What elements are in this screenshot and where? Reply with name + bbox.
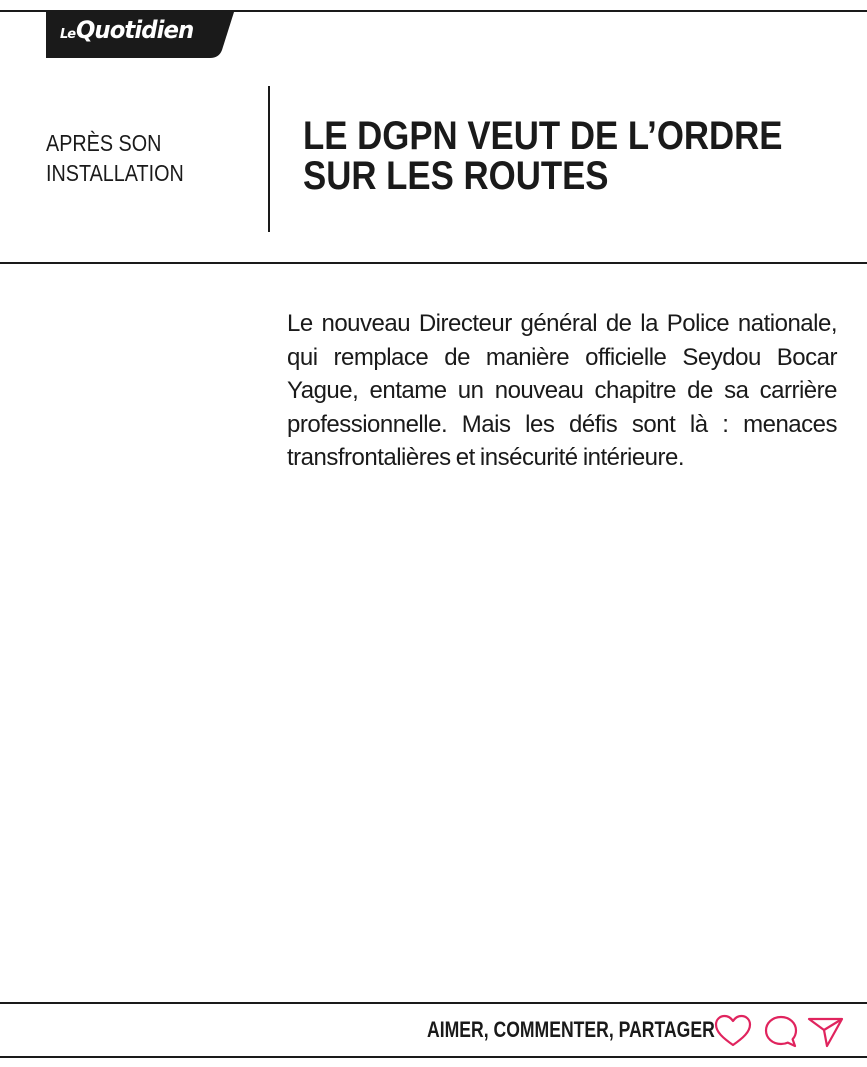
header-bottom-rule (0, 262, 867, 264)
kicker-line-2: INSTALLATION (46, 160, 184, 186)
logo-le: Le (60, 27, 76, 42)
logo-wordmark (60, 16, 200, 44)
footer-bottom-rule (0, 1056, 867, 1058)
call-to-action-text: AIMER, COMMENTER, PARTAGER (427, 1017, 715, 1042)
article-headline: LE DGPN VEUT DE L’ORDRE SUR LES ROUTES (303, 114, 783, 198)
share-icon[interactable] (806, 1012, 846, 1050)
article-kicker (46, 128, 227, 188)
logo-name: Quotidien (76, 16, 194, 44)
comment-icon[interactable] (762, 1012, 802, 1050)
footer-top-rule (0, 1002, 867, 1004)
kicker-line-1: APRÈS SON (46, 130, 162, 156)
header-divider (268, 86, 270, 232)
brand-logo (46, 12, 234, 58)
heart-icon[interactable] (713, 1012, 753, 1050)
article-lead: Le nouveau Directeur général de la Police nationale, qui remplace de manière officielle Seydou Bocar Yague, entame un nouveau chapitre de sa carrière professionnelle. Mais les défis sont là : menaces transfrontalières et insécurité intérieure. (287, 310, 837, 471)
